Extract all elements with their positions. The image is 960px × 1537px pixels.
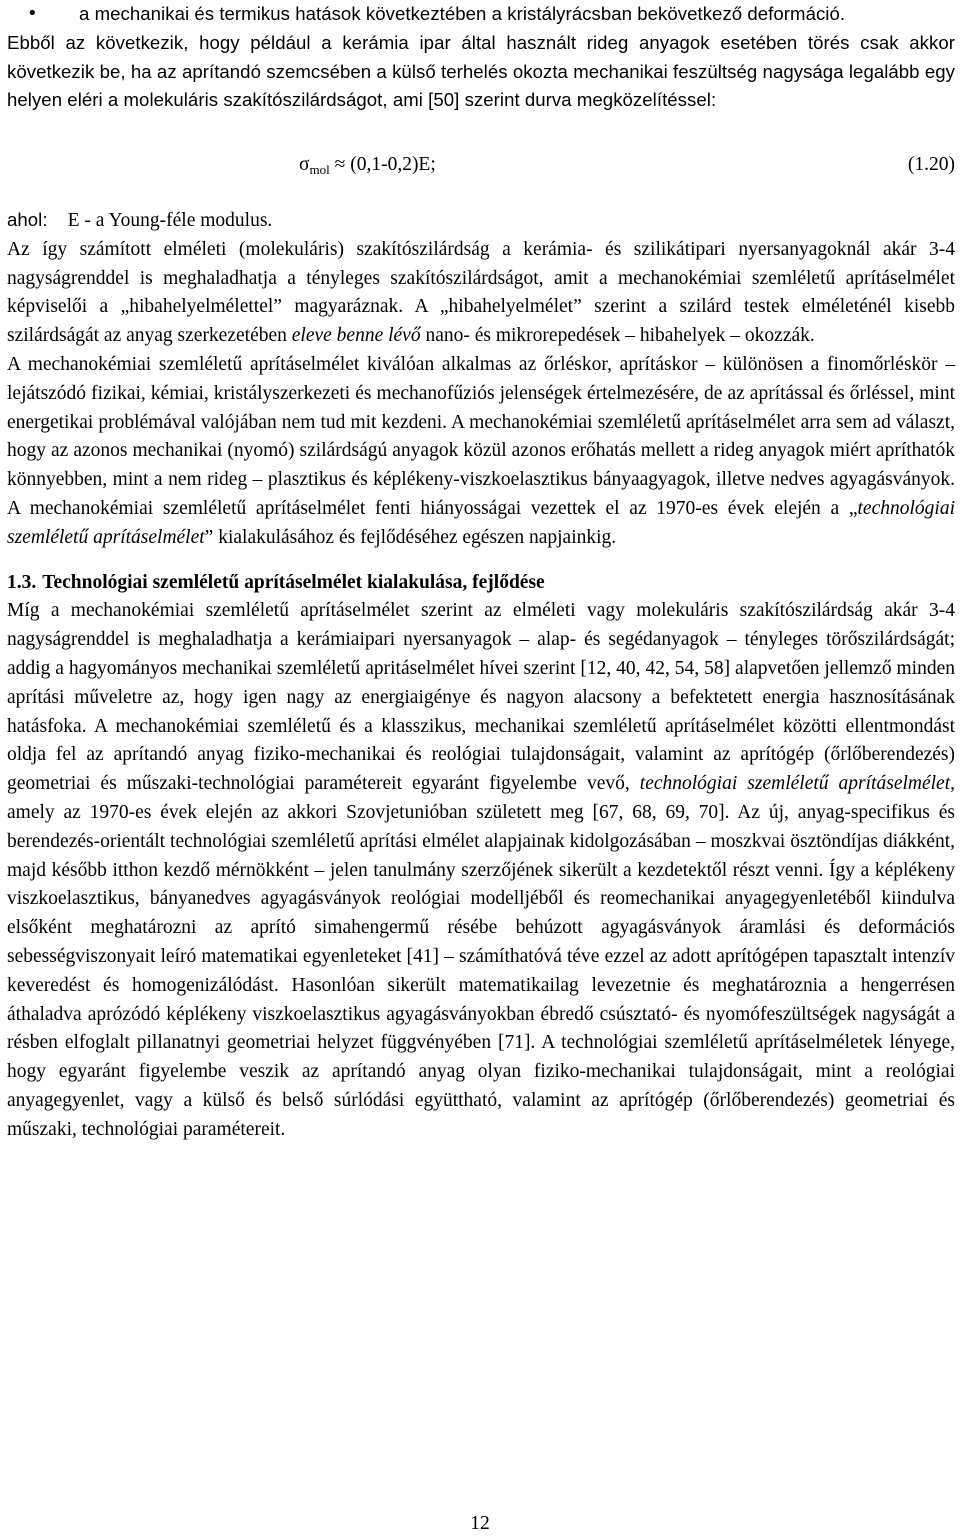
intro-paragraph: Ebből az következik, hogy például a kerámia ipar által használt rideg anyagok esetében törés csak akkor következik be, ha az aprítandó szemcsében a külső terhelés okozta mechanikai feszültség nagysága legalább egy helyen eléri a molekuláris szakítószilárdságot, ami [50] szerint durva megközelítéssel: xyxy=(7,31,955,111)
section-number: 1.3. xyxy=(7,571,37,593)
where-clause xyxy=(7,206,955,236)
sigma-subscript: mol xyxy=(309,162,330,178)
paragraph-technological xyxy=(7,597,955,1144)
paragraph-c-italic: technológiai szemléletű aprításelmélet xyxy=(639,773,951,795)
where-label: ahol: xyxy=(7,208,48,230)
page-number: 12 xyxy=(470,1513,490,1534)
equation-expression xyxy=(299,151,436,180)
paragraph-a-part2: nano- és mikrorepedések – hibahelyek – okozzák. xyxy=(420,325,815,347)
paragraph-mechanochemical xyxy=(7,351,955,553)
section-heading xyxy=(7,569,955,598)
paragraph-b-part1: A mechanokémiai szemléletű aprításelmélet kiválóan alkalmas az őrléskor, aprításkor – különösen a finomőrléskör – lejátszódó fizikai, kémiai, kristályszerkezeti és mechanofűziós jelenségek értelmezésére, de az aprítással és őrléssel, mint energetikai problémával valójában nem tud mit kezdeni. A mechanokémiai szemléletű aprításelmélet arra sem ad választ, hogy az azonos mechanikai (nyomó) szilárdságú anyagok közül azonos erőhatás mellett a rideg anyagok miért apríthatók könnyebben, mint a nem rideg – plasztikus és képlékeny-viszkoelasztikus bányaagyagok, illetve nedves agyagásványok. A mechanokémiai szemléletű aprításelmélet fenti hiányosságai vezettek el az 1970-es évek elején a „ xyxy=(7,353,955,519)
bullet-text: a mechanikai és termikus hatások következtében a kristályrácsban bekövetkező deformáció. xyxy=(79,3,846,24)
paragraph-a-italic: eleve benne lévő xyxy=(291,325,421,347)
equation-number: (1.20) xyxy=(907,154,955,176)
section-title: Technológiai szemléletű aprításelmélet kialakulása, fejlődése xyxy=(42,571,545,593)
paragraph-b-italic: technológiai szemléletű aprításelmélet xyxy=(7,497,955,548)
paragraph-a-part1: Az így számított elméleti (molekuláris) szakítószilárdság a kerámia- és szilikátipari nyersanyagoknál akár 3-4 nagyságrenddel is meghaladhatja a tényleges szakítószilárdságot, amit a mechanokémiai szemléletű aprításelmélet képviselői a „hibahelyelmélettel” magyaráznak. A „hibahelyelmélet” szerint a szilárd testek elméleténél kisebb szilárdságát az anyag szerkezetében xyxy=(7,238,955,347)
equation-body: ≈ (0,1-0,2)E; xyxy=(329,154,436,176)
where-term: E - a Young-féle modulus. xyxy=(67,209,273,231)
sigma-symbol: σ xyxy=(299,154,310,176)
paragraph-b-part2: ” kialakulásához és fejlődéséhez egészen napjainkig. xyxy=(204,526,617,548)
equation-1-20 xyxy=(7,151,955,180)
paragraph-c-part1: Míg a mechanokémiai szemléletű aprításelmélet szerint az elméleti vagy molekuláris szakítószilárdság akár 3-4 nagyságrenddel is meghaladhatja a kerámiaipari nyersanyagok – alap- és segédanyagok – tényleges törőszilárdságát; addig a hagyományos mechanikai szemléletű apritáselmélet hívei szerint [12, 40, 42, 54, 58] alapvetően jellemző minden aprítási műveletre az, hogy igen nagy az energiaigénye és nagyon alacsony a befektetett energia hasznosításának hatásfoka. A mechanokémiai szemléletű és a klasszikus, mechanikai szemléletű aprításelmélet közötti ellentmondást oldja fel az aprítandó anyag fiziko-mechanikai és reológiai tulajdonságait, valamint az aprítógép (őrlőberendezés) geometriai és műszaki-technológiai paramétereit egyaránt figyelembe vevő, xyxy=(7,600,955,795)
bullet-item xyxy=(7,0,955,29)
document-page xyxy=(7,0,955,1144)
paragraph-c-part2: , amely az 1970-es évek elején az akkori Szovjetunióban született meg [67, 68, 69, 70]. Az új, anyag-specifikus és berendezés-orientált technológiai szemléletű aprítási elmélet alapjainak kidolgozásában – moszkvai ösztöndíjas diákként, majd később itthon kezdő mérnökként – jelen tanulmány szerzőjének sikerült a kezdetektől részt venni. Így a képlékeny viszkoelasztikus, bányanedves agyagásványok reológiai modelljéből és reomechanikai anyagegyenletéből kiindulva elsőként meghatározni az aprító simahengermű résébe behúzott agyagásványok áramlási és deformációs sebességviszonyait leíró matematikai egyenleteket [41] – számíthatóvá téve ezzel az adott aprítógépen tapasztalt intenzív keveredést és homogenizálódást. Hasonlóan sikerült matematikailag levezetnie és meghatároznia a hengerrésen áthaladva aprózódó képlékeny viszkoelasztikus agyagásványokban ébredő csúsztató- és nyomófeszültségek nagyságát a résben elfoglalt pillanatnyi geometriai helyzet függvényében [71]. A technológiai szemléletű aprításelméletek lényege, hogy egyaránt figyelembe veszik az aprítandó anyag olyan fiziko-mechanikai tulajdonságait, mint a reológiai anyagegyenlet, vagy a külső és belső súrlódási együttható, valamint az aprítógép (őrlőberendezés) geometriai és műszaki, technológiai paramétereit. xyxy=(7,773,955,1140)
paragraph-theoretical-strength xyxy=(7,236,955,351)
